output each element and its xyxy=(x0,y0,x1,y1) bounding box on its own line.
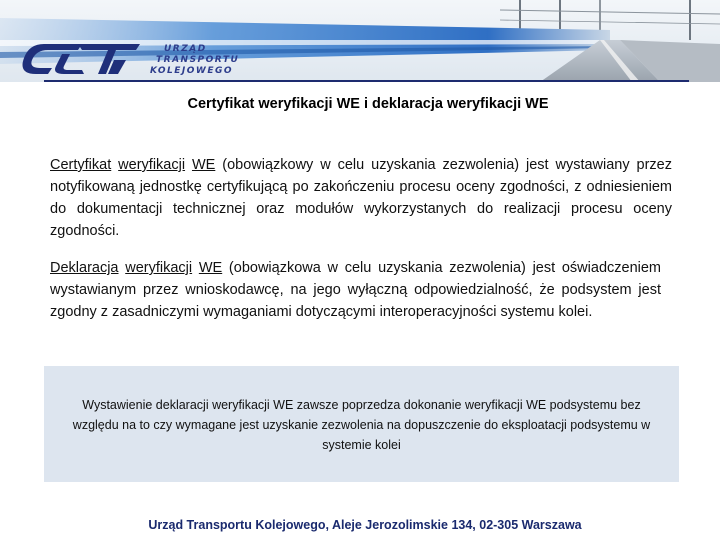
header-banner xyxy=(0,0,720,82)
logo-line-3: KOLEJOWEGO xyxy=(150,66,234,76)
utk-logo-text xyxy=(150,44,239,77)
term-we: WE xyxy=(191,157,216,173)
note-text: Wystawienie deklaracji weryfikacji WE zawsze poprzedza dokonanie weryfikacji WE podsystemu bez względu na to czy wymagane jest uzyskanie zezwolenia na dopuszczenie do eksploatacji podsystemu w systemie kolei xyxy=(72,398,651,452)
term-weryfikacji: weryfikacji xyxy=(118,157,186,173)
term-we-2: WE xyxy=(198,260,223,276)
term-deklaracja: Deklaracja xyxy=(50,260,119,276)
footer-address: Urząd Transportu Kolejowego, Aleje Jerozolimskie 134, 02-305 Warszawa xyxy=(148,518,582,532)
paragraph-certificate-text: (obowiązkowy w celu uzyskania zezwolenia) jest wystawiany przez notyfikowaną jednostkę certyfikującą po zakończeniu procesu oceny zgodności, z odniesieniem do dokumentacji technicznej oraz modułów wykorzystanych do realizacji procesu oceny zgodności. xyxy=(50,157,672,239)
header-divider xyxy=(44,80,689,82)
term-certyfikat: Certyfikat xyxy=(50,157,112,173)
paragraph-declaration-text: (obowiązkowa w celu uzyskania zezwolenia) jest oświadczeniem wystawianym przez wnioskodawcę, na jego wyłączną odpowiedzialność, że podsystem jest zgodny z zasadniczymi wymaganiami dotyczącymi interoperacyjności systemu kolei. xyxy=(50,260,661,320)
note-box xyxy=(44,366,679,482)
term-weryfikacji-2: weryfikacji xyxy=(125,260,193,276)
logo-line-2: TRANSPORTU xyxy=(156,55,240,65)
paragraph-declaration xyxy=(50,257,661,323)
utk-logo-icon xyxy=(22,40,144,78)
logo-line-1: URZĄD xyxy=(164,44,207,54)
page-title: Certyfikat weryfikacji WE i deklaracja weryfikacji WE xyxy=(187,96,549,112)
paragraph-certificate xyxy=(50,154,672,242)
